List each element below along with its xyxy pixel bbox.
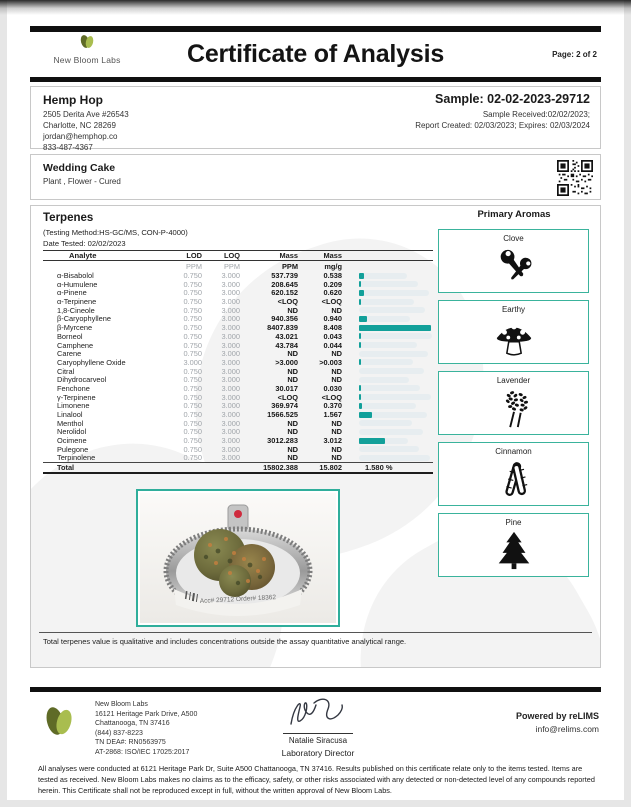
aroma-label: Lavender	[496, 376, 531, 385]
terpenes-header	[43, 212, 188, 248]
page-number: Page: 2 of 2	[552, 50, 597, 59]
loq-value: 3.000	[221, 297, 240, 307]
mass-mgg-value: ND	[331, 427, 342, 437]
analyte-name: α-Pinene	[57, 288, 87, 298]
mass-ppm-value: ND	[287, 453, 298, 463]
loq-value: 3.000	[221, 427, 240, 437]
terpene-row	[43, 453, 433, 462]
powered-by-block	[516, 711, 599, 734]
footer-lab-info	[95, 700, 197, 758]
mass-ppm-value: ND	[287, 366, 298, 376]
bar-track	[359, 368, 424, 374]
aroma-label: Clove	[503, 234, 524, 243]
analyte-name: α-Terpinene	[57, 297, 97, 307]
loq-value: 3.000	[221, 349, 240, 359]
analyte-name: Pulegone	[57, 444, 89, 454]
analyte-name: β-Caryophyllene	[57, 314, 111, 324]
mass-bar	[355, 351, 433, 357]
qr-code	[557, 160, 593, 196]
mass-ppm-value: ND	[287, 349, 298, 359]
mass-bar	[355, 359, 433, 365]
mass-ppm-value: ND	[287, 427, 298, 437]
mass-bar	[355, 316, 433, 322]
analyte-name: Carene	[57, 349, 82, 359]
bar-track	[359, 420, 412, 426]
primary-aromas-panel	[438, 209, 590, 584]
mass-bar	[355, 290, 433, 296]
terpene-row	[43, 445, 433, 454]
col-header-mass-ppm: Mass	[279, 251, 298, 260]
terpene-row	[43, 358, 433, 367]
lod-value: 0.750	[183, 453, 202, 463]
mass-mgg-value: 0.620	[323, 288, 342, 298]
mass-ppm-value: >3.000	[275, 357, 298, 367]
mass-ppm-value: 537.739	[271, 271, 298, 280]
mass-bar	[355, 403, 433, 409]
analyte-name: Terpinolene	[57, 453, 96, 463]
terpene-row	[43, 393, 433, 402]
lod-value: 0.750	[183, 314, 202, 324]
bar-fill	[359, 359, 361, 365]
bar-track	[359, 403, 416, 409]
mass-bar	[355, 420, 433, 426]
lod-value: 0.750	[183, 436, 202, 446]
mass-mgg-value: 8.408	[323, 323, 342, 333]
mass-mgg-value: ND	[331, 444, 342, 454]
mass-ppm-value: 8407.839	[267, 323, 298, 333]
disclaimer-text: All analyses were conducted at 6121 Heritage Park Dr, Suite A500 Chattanooga, TN 37416. Results published on this certificate relate only to the items tested. Items are tested as received. New Bloom Labs makes no claims as to the efficacy, safety, or other risks associated with any detected or non-detected level of any compounds reported herein. This Certificate shall not be reproduced except in full, without the written approval of New Bloom Labs.	[38, 764, 595, 795]
mass-ppm-value: 30.017	[275, 383, 298, 393]
sample-photo-label: Acc# 29712 Order# 18362	[199, 594, 277, 605]
clove-icon	[493, 245, 535, 287]
mass-mgg-value: >0.003	[319, 357, 342, 367]
leaf-logo-icon	[40, 702, 78, 740]
analyte-name: Fenchone	[57, 383, 90, 393]
unit-mass-mgg: mg/g	[324, 261, 342, 271]
analyte-name: γ-Terpinene	[57, 392, 96, 402]
aroma-label: Cinnamon	[495, 447, 532, 456]
mass-ppm-value: 3012.283	[267, 436, 298, 446]
mass-bar	[355, 281, 433, 287]
client-phone: 833-487-4367	[43, 143, 93, 152]
lod-value: 0.750	[183, 427, 202, 437]
mass-ppm-value: <LOQ	[277, 392, 298, 402]
lavender-icon	[493, 387, 535, 429]
terpene-row	[43, 314, 433, 323]
loq-value: 3.000	[221, 314, 240, 324]
bar-track	[359, 333, 432, 339]
bar-fill	[359, 290, 364, 296]
sample-photo-image	[140, 493, 336, 623]
sample-info	[415, 92, 590, 131]
analyte-name: Borneol	[57, 331, 83, 341]
client-info	[43, 93, 129, 153]
terpenes-note: Total terpenes value is qualitative and includes concentrations outside the assay quantitative analytical range.	[43, 637, 407, 646]
analyte-name: α-Bisabolol	[57, 271, 94, 280]
powered-by-text: Powered by reLIMS	[515, 711, 599, 721]
loq-value: 3.000	[221, 444, 240, 454]
bar-fill	[359, 325, 431, 331]
loq-value: 3.000	[221, 366, 240, 376]
loq-value: 3.000	[221, 357, 240, 367]
aroma-card-lavender	[438, 371, 589, 435]
bar-fill	[359, 333, 361, 339]
terpene-row	[43, 436, 433, 445]
terpene-row	[43, 349, 433, 358]
mass-bar	[355, 446, 433, 452]
client-address-line: Charlotte, NC 28269	[43, 121, 116, 130]
mass-bar	[355, 438, 433, 444]
loq-value: 3.000	[221, 271, 240, 280]
bar-track	[359, 342, 417, 348]
analyte-name: Caryophyllene Oxide	[57, 357, 126, 367]
lod-value: 0.750	[183, 366, 202, 376]
total-mass-ppm: 15802.388	[263, 463, 298, 473]
mass-mgg-value: 0.044	[323, 340, 342, 350]
lab-info-line: (844) 837-8223	[95, 729, 143, 737]
loq-value: 3.000	[221, 383, 240, 393]
mass-ppm-value: <LOQ	[277, 297, 298, 307]
mass-mgg-value: 0.538	[323, 271, 342, 280]
loq-value: 3.000	[221, 279, 240, 289]
col-header-loq: LOQ	[223, 251, 240, 260]
top-rule-bar	[30, 26, 601, 32]
col-header-lod: LOD	[186, 251, 202, 260]
analyte-name: Limonene	[57, 401, 90, 411]
relims-email[interactable]: info@relims.com	[535, 724, 599, 734]
lab-info-line: AT-2868: ISO/IEC 17025:2017	[95, 748, 190, 756]
mass-mgg-value: ND	[331, 418, 342, 428]
lod-value: 0.750	[183, 279, 202, 289]
bar-track	[359, 377, 409, 383]
analyte-name: Ocimene	[57, 436, 87, 446]
footer-lab-logo	[40, 702, 78, 745]
mass-mgg-value: 0.030	[323, 383, 342, 393]
loq-value: 3.000	[221, 375, 240, 385]
mass-ppm-value: 43.021	[275, 331, 298, 341]
terpene-row	[43, 288, 433, 297]
mass-ppm-value: 940.356	[271, 314, 298, 324]
bar-fill	[359, 316, 367, 322]
table-total-row	[43, 462, 433, 474]
aroma-label: Earthy	[501, 305, 526, 314]
client-sample-panel	[30, 86, 601, 152]
loq-value: 3.000	[221, 401, 240, 411]
loq-value: 3.000	[221, 331, 240, 341]
mass-bar	[355, 377, 433, 383]
bar-track	[359, 307, 425, 313]
loq-value: 3.000	[221, 340, 240, 350]
signature-line	[283, 733, 353, 734]
note-divider	[39, 632, 592, 633]
analyte-name: Dihydrocarveol	[57, 375, 107, 385]
product-name: Wedding Cake	[43, 162, 116, 174]
testing-method: (Testing Method:HS-GC/MS, CON-P-4000)	[43, 228, 188, 237]
mass-ppm-value: ND	[287, 418, 298, 428]
unit-loq: PPM	[223, 261, 240, 271]
lod-value: 0.750	[183, 375, 202, 385]
mass-mgg-value: ND	[331, 366, 342, 376]
bar-track	[359, 394, 431, 400]
bar-fill	[359, 273, 364, 279]
mass-mgg-value: 0.940	[323, 314, 342, 324]
signatory-name: Natalie Siracusa	[288, 736, 348, 745]
mass-mgg-value: ND	[331, 305, 342, 315]
loq-value: 3.000	[221, 323, 240, 333]
lod-value: 0.750	[183, 349, 202, 359]
mass-ppm-value: 1566.525	[267, 410, 298, 419]
mass-ppm-value: 620.152	[271, 288, 298, 298]
bar-fill	[359, 299, 361, 305]
col-header-analyte: Analyte	[69, 251, 97, 260]
terpene-row	[43, 367, 433, 376]
terpenes-panel	[30, 205, 601, 668]
bar-track	[359, 385, 420, 391]
product-type: Plant , Flower - Cured	[43, 177, 121, 186]
terpenes-table	[43, 250, 433, 474]
signature-block	[248, 696, 388, 758]
terpene-row	[43, 427, 433, 436]
terpene-row	[43, 410, 433, 419]
analyte-name: 1,8-Cineole	[57, 305, 95, 315]
analyte-name: Citral	[57, 366, 75, 376]
lab-logo-text: New Bloom Labs	[53, 55, 121, 65]
page-title: Certificate of Analysis	[186, 40, 445, 68]
aroma-label: Pine	[505, 518, 522, 527]
date-tested: Date Tested: 02/02/2023	[43, 239, 126, 248]
terpene-row	[43, 323, 433, 332]
total-percent: 1.580 %	[365, 463, 393, 473]
terpene-row	[43, 419, 433, 428]
terpene-row	[43, 384, 433, 393]
terpene-row	[43, 297, 433, 306]
mass-ppm-value: ND	[287, 444, 298, 454]
lod-value: 0.750	[183, 383, 202, 393]
loq-value: 3.000	[221, 410, 240, 419]
unit-mass-ppm: PPM	[281, 261, 298, 271]
bar-track	[359, 351, 428, 357]
terpene-rows	[43, 271, 433, 462]
mass-mgg-value: <LOQ	[321, 297, 342, 307]
product-info	[43, 162, 121, 186]
mass-bar	[355, 394, 433, 400]
analyte-name: Camphene	[57, 340, 94, 350]
bar-track	[359, 446, 419, 452]
analyte-name: α-Humulene	[57, 279, 98, 289]
analyte-name: Menthol	[57, 418, 84, 428]
mass-mgg-value: 0.209	[323, 279, 342, 289]
terpene-row	[43, 332, 433, 341]
aroma-card-cinnamon	[438, 442, 589, 506]
loq-value: 3.000	[221, 418, 240, 428]
lod-value: 0.750	[183, 305, 202, 315]
bar-fill	[359, 342, 361, 348]
bar-fill	[359, 438, 385, 444]
bar-track	[359, 273, 407, 279]
lod-value: 0.750	[183, 401, 202, 411]
mass-ppm-value: ND	[287, 375, 298, 385]
signatory-title: Laboratory Director	[281, 748, 355, 758]
client-name: Hemp Hop	[43, 93, 103, 107]
mass-mgg-value: ND	[331, 349, 342, 359]
lod-value: 0.750	[183, 444, 202, 454]
lab-info-line: New Bloom Labs	[95, 701, 148, 708]
lab-info-line: TN DEA#: RN0563975	[95, 739, 166, 747]
mass-bar	[355, 385, 433, 391]
mass-mgg-value: ND	[331, 375, 342, 385]
bar-track	[359, 290, 429, 296]
mass-ppm-value: 369.974	[271, 401, 298, 411]
analyte-name: Nerolidol	[57, 427, 87, 437]
terpene-row	[43, 341, 433, 350]
lod-value: 0.750	[183, 331, 202, 341]
lod-value: 3.000	[183, 357, 202, 367]
cinnamon-icon	[493, 458, 535, 500]
terpene-row	[43, 401, 433, 410]
total-mass-mgg: 15.802	[319, 463, 342, 473]
bar-fill	[359, 385, 361, 391]
mass-ppm-value: 208.645	[271, 279, 298, 289]
analyte-name: β-Myrcene	[57, 323, 93, 333]
loq-value: 3.000	[221, 288, 240, 298]
bar-track	[359, 455, 430, 461]
lod-value: 0.750	[183, 297, 202, 307]
primary-aromas-title: Primary Aromas	[477, 209, 551, 220]
mass-bar	[355, 325, 433, 331]
terpenes-title: Terpenes	[43, 212, 94, 224]
lab-info-line: Chattanooga, TN 37416	[95, 720, 170, 728]
mass-mgg-value: ND	[331, 453, 342, 463]
sample-id: Sample: 02-02-2023-29712	[435, 92, 590, 106]
terpene-row	[43, 306, 433, 315]
lod-value: 0.750	[183, 271, 202, 280]
mass-ppm-value: 43.784	[275, 340, 298, 350]
mass-mgg-value: 0.370	[323, 401, 342, 411]
lod-value: 0.750	[183, 340, 202, 350]
header-rule-bar	[30, 77, 601, 82]
client-address-line: 2505 Derita Ave #26543	[43, 110, 129, 119]
signature-icon	[273, 696, 363, 728]
bar-track	[359, 359, 413, 365]
mass-bar	[355, 429, 433, 435]
mass-bar	[355, 307, 433, 313]
aroma-card-pine	[438, 513, 589, 577]
terpene-row	[43, 375, 433, 384]
loq-value: 3.000	[221, 392, 240, 402]
bar-fill	[359, 394, 361, 400]
aroma-card-earthy	[438, 300, 589, 364]
lod-value: 0.750	[183, 418, 202, 428]
analyte-name: Linalool	[57, 410, 83, 419]
col-header-mass-mgg: Mass	[323, 251, 342, 260]
terpene-row	[43, 271, 433, 280]
mass-ppm-value: ND	[287, 305, 298, 315]
loq-value: 3.000	[221, 436, 240, 446]
mass-bar	[355, 333, 433, 339]
pine-tree-icon	[493, 529, 535, 571]
bar-fill	[359, 281, 361, 287]
table-units-row	[43, 261, 433, 271]
mass-bar	[355, 342, 433, 348]
product-panel	[30, 154, 601, 200]
terpene-row	[43, 280, 433, 289]
sample-received: Sample Received:02/02/2023;	[482, 110, 590, 119]
mass-bar	[355, 368, 433, 374]
total-label: Total	[57, 463, 75, 473]
client-email[interactable]: jordan@hemphop.co	[43, 132, 118, 141]
mass-bar	[355, 455, 433, 461]
table-header-row	[43, 250, 433, 261]
mass-bar	[355, 299, 433, 305]
lod-value: 0.750	[183, 288, 202, 298]
unit-lod: PPM	[185, 261, 202, 271]
bar-track	[359, 429, 423, 435]
loq-value: 3.000	[221, 305, 240, 315]
lod-value: 0.750	[183, 323, 202, 333]
lod-value: 0.750	[183, 392, 202, 402]
mushroom-icon	[493, 316, 535, 358]
footer-rule-bar	[30, 687, 601, 692]
mass-bar	[355, 412, 433, 418]
mass-mgg-value: 0.043	[323, 331, 342, 341]
bar-fill	[359, 403, 362, 409]
mass-mgg-value: 3.012	[323, 436, 342, 446]
mass-bar	[355, 273, 433, 279]
aroma-card-clove	[438, 229, 589, 293]
sample-report-dates: Report Created: 02/03/2023; Expires: 02/03/2024	[415, 121, 590, 130]
sample-photo	[136, 489, 340, 627]
mass-mgg-value: <LOQ	[321, 392, 342, 402]
bar-track	[359, 281, 418, 287]
bar-track	[359, 299, 414, 305]
lod-value: 0.750	[183, 410, 202, 419]
mass-mgg-value: 1.567	[323, 410, 342, 419]
bar-fill	[359, 412, 372, 418]
lab-info-line: 16121 Heritage Park Drive, A500	[95, 710, 198, 718]
loq-value: 3.000	[221, 453, 240, 463]
